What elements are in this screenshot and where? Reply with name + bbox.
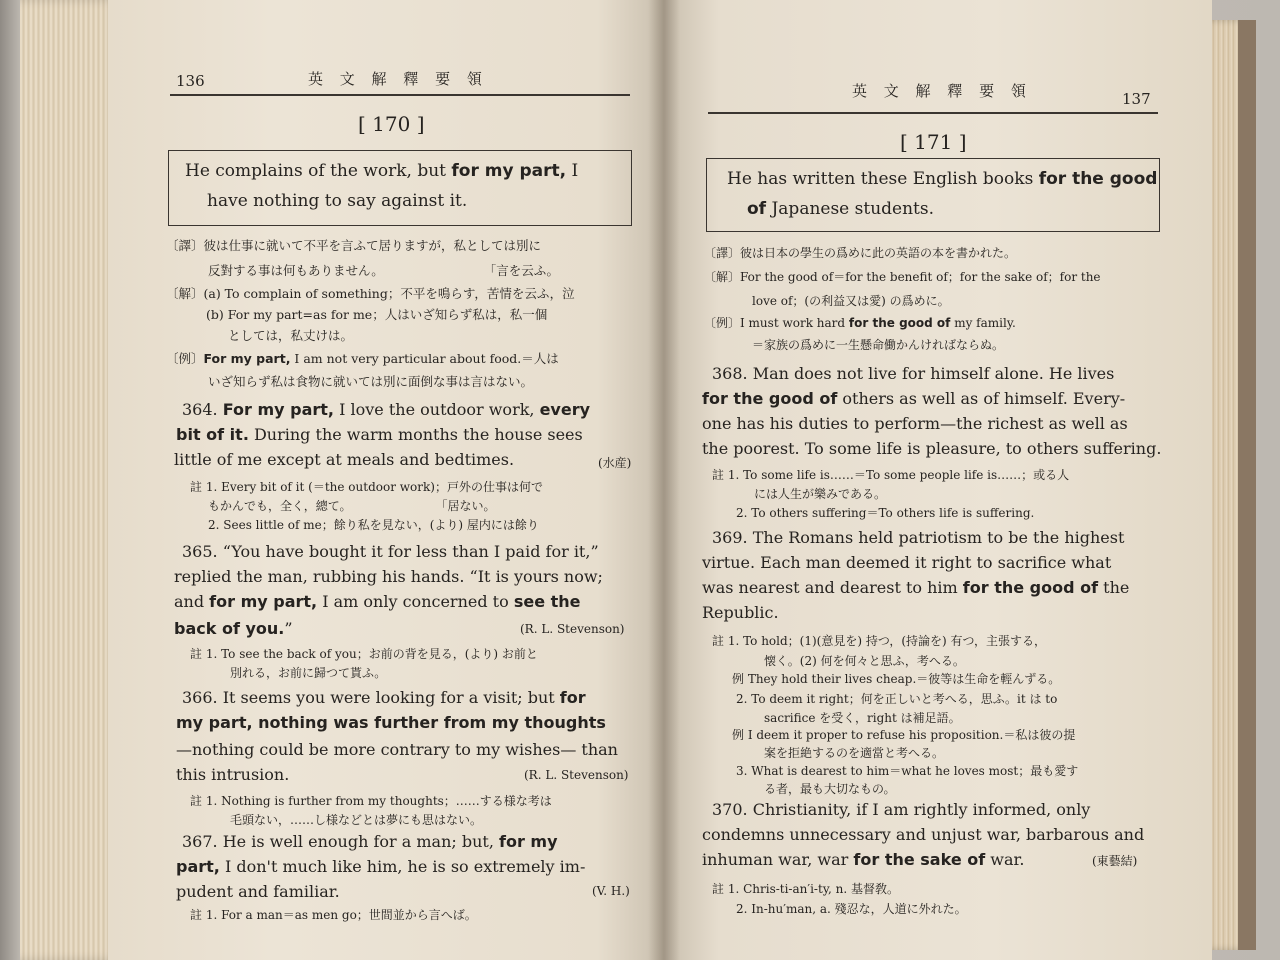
note-line: 註 1. Chris-ti-an′i-ty, n. 基督敎。 [712,882,899,896]
note-line: 毛頭ない，……し様などとは夢にも思はない。 [230,813,483,827]
box-line-1: He complains of the work, but for my part, I [185,161,579,181]
paragraph-line: Republic. [702,603,779,622]
example-line: ＝家族の爲めに一生懸命働かんければならぬ。 [752,338,1005,352]
note-line: 3. What is dearest to him＝what he loves most；最も愛す [736,764,1079,778]
note-line: 2. To deem it right；何を正しいと考へる，思ふ。it は to [736,692,1058,706]
paragraph-line: 364. For my part, I love the outdoor work, every [182,400,591,419]
note-line: 2. To others suffering＝To others life is suffering. [736,506,1035,520]
page-number: 136 [176,72,205,90]
paragraph-line: one has his duties to perform—the richest as well as [702,414,1128,433]
paragraph-line: this intrusion. [176,765,290,784]
paragraph-line: for the good of others as well as of himself. Every- [702,389,1126,408]
box-line-2: of Japanese students. [747,199,935,219]
book-gutter-shadow [648,0,680,960]
note-line: 2. Sees little of me；餘り私を見ない，(より) 屋内には餘り [208,518,539,532]
paragraph-line: and for my part, I am only concerned to see the [174,592,581,611]
note-line: 註 1. To see the back of you；お前の背を見る，(より) お前と [190,647,538,661]
box-line-1: He has written these English books for the good [727,169,1158,189]
source-note: (R. L. Stevenson) [524,768,629,782]
page-number: 137 [1122,90,1151,108]
section-number: [ 170 ] [358,112,425,136]
note-line: る者，最も大切なもの。 [764,782,896,796]
paragraph-line: condemns unnecessary and unjust war, barbarous and [702,825,1145,844]
paragraph-line: bit of it. During the warm months the house sees [176,425,583,444]
note-line: 註 1. For a man＝as men go；世間並から言へば。 [190,908,477,922]
right-page [664,0,1212,960]
running-header: 英 文 解 釋 要 領 [308,70,488,88]
source-note: (V. H.) [592,884,630,898]
example-line: 〔例〕I must work hard for the good of my family. [704,316,1016,330]
explanation-line: としては，私丈けは。 [228,328,354,343]
paragraph-line: little of me except at meals and bedtimes. [174,450,515,469]
example-line: 〔例〕For my part, I am not very particular about food.＝人は [166,351,559,366]
note-line: 註 1. To some life is……＝To some people life is……；或る人 [712,468,1070,482]
source-note: (東藝結) [1092,854,1138,868]
translation-line: 〔譯〕彼は仕事に就いて不平を言ふて居りますが，私としては別に [166,238,542,253]
section-number: [ 171 ] [900,130,967,154]
source-note: (R. L. Stevenson) [520,622,625,636]
paragraph-line: inhuman war, war for the sake of war. [702,850,1025,869]
note-line: 註 1. Nothing is further from my thoughts；……する様な考は [190,794,552,808]
left-page-edges [20,0,120,960]
paragraph-line: back of you.” [174,619,293,638]
translation-line: 反對する事は何もありません。 「言を云ふ。 [208,263,560,278]
note-line: sacrifice を受く，right は補足語。 [764,711,961,725]
example-box [706,158,1160,232]
note-line: 懐く。(2) 何を何々と思ふ，考へる。 [764,654,965,668]
paragraph-line: 370. Christianity, if I am rightly informed, only [712,800,1091,819]
translation-line: 〔譯〕彼は日本の學生の爲めに此の英語の本を書かれた。 [704,246,1017,260]
paragraph-line: the poorest. To some life is pleasure, to others suffering. [702,439,1162,458]
book-cover-edge [1238,20,1256,950]
explanation-line: 〔解〕For the good of＝for the benefit of；for the sake of；for the [704,270,1101,284]
paragraph-line: 368. Man does not live for himself alone. He lives [712,364,1115,383]
paragraph-line: 366. It seems you were looking for a visit; but for [182,688,586,707]
explanation-line: love of；(の利益又は愛) の爲めに。 [752,294,950,308]
paragraph-line: was nearest and dearest to him for the good of the [702,578,1130,597]
paragraph-line: 365. “You have bought it for less than I paid for it,” [182,542,599,561]
explanation-line: 〔解〕(a) To complain of something；不平を鳴らす，苦情を云ふ，泣 [166,286,575,301]
paragraph-line: part, I don't much like him, he is so extremely im- [176,857,586,876]
box-line-2: have nothing to say against it. [207,191,468,211]
explanation-line: (b) For my part=as for me；人はいざ知らず私は，私一個 [206,307,548,322]
paragraph-line: pudent and familiar. [176,882,340,901]
note-line: 別れる，お前に歸つて貰ふ。 [230,666,387,680]
example-box [168,150,632,226]
paragraph-line: 367. He is well enough for a man; but, for my [182,832,558,851]
note-line: 例 They hold their lives cheap.＝彼等は生命を輕んずる。 [732,672,1061,686]
source-note: (水産) [598,456,632,470]
header-rule [170,94,630,96]
note-line: 例 I deem it proper to refuse his proposition.＝私は彼の提 [732,728,1076,742]
left-page [108,0,664,960]
header-rule [708,112,1158,114]
note-line: 2. In-hu′man, a. 殘忍な，人道に外れた。 [736,902,967,916]
note-line: 案を拒絶するのを適當と考へる。 [764,746,945,760]
paragraph-line: —nothing could be more contrary to my wishes— than [176,740,618,759]
paragraph-line: my part, nothing was further from my thoughts [176,713,606,732]
paragraph-line: replied the man, rubbing his hands. “It is yours now; [174,567,603,586]
note-line: には人生が樂みである。 [754,487,887,501]
running-header: 英 文 解 釋 要 領 [852,82,1032,100]
note-line: もかんでも，全く，總て。 「居ない。 [208,499,496,513]
example-line: いざ知らず私は食物に就いては別に面倒な事は言はない。 [208,374,534,389]
paragraph-line: 369. The Romans held patriotism to be the highest [712,528,1125,547]
note-line: 註 1. Every bit of it (＝the outdoor work)；戸外の仕事は何で [190,480,543,494]
paragraph-line: virtue. Each man deemed it right to sacrifice what [702,553,1112,572]
note-line: 註 1. To hold；(1)(意見を) 持つ，(持論を) 有つ，主張する， [712,634,1047,648]
